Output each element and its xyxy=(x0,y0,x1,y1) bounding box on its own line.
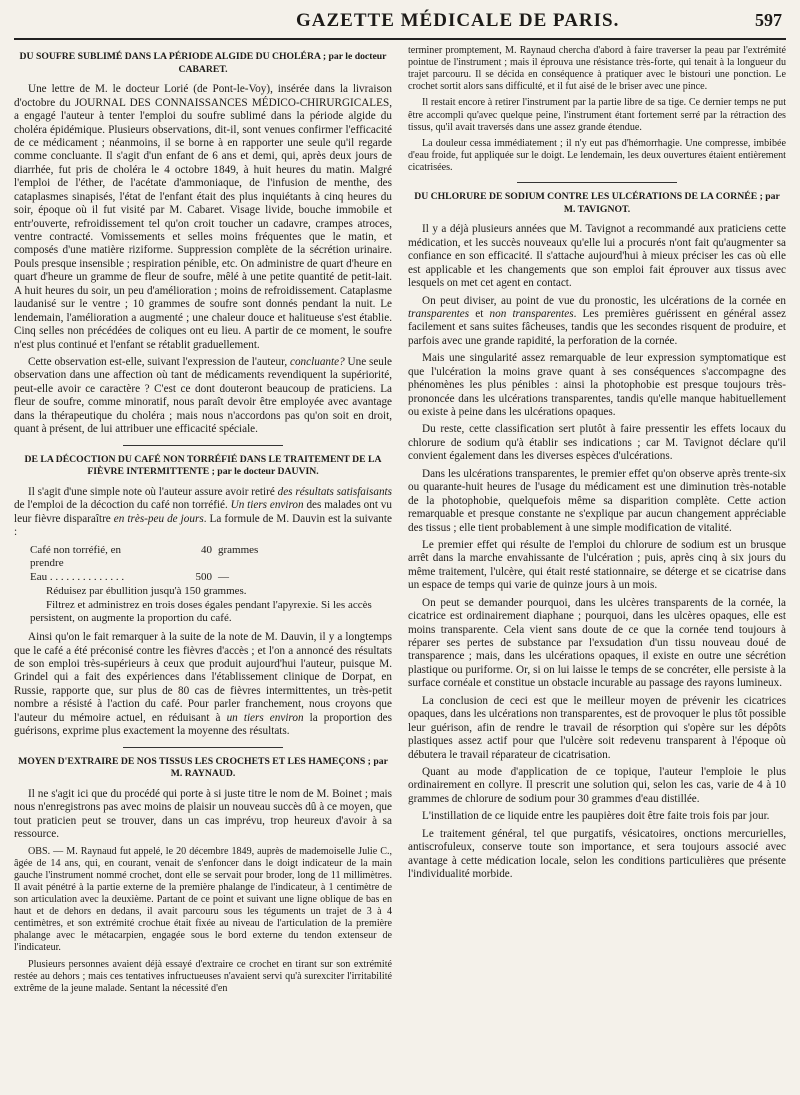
paragraph xyxy=(14,631,392,739)
formula-row xyxy=(30,544,392,572)
paragraph: Mais une singularité assez remarquable de leur expression symptomatique est que l'ulcération la moins grave quant à ses conséquences s'accompagne des phénomènes les plus pénibles : ainsi la photophobie est presque toujours très-prononcée dans les ulcérations transparentes, tandis qu'elle manque habituellement ou existe à peine dans les ulcérations opaques. xyxy=(408,352,786,418)
text-run: de l'emploi de la décoction du café non torréfié. xyxy=(14,499,231,512)
observation-paragraph: La douleur cessa immédiatement ; il n'y eut pas d'hémorrhagie. Une compresse, imbibée d'eau froide, fut appliquée sur le doigt. Le lendemain, les deux ouvertures étaient entièrement cicatrisées. xyxy=(408,137,786,173)
text-run: On peut diviser, au point de vue du pronostic, les ulcérations de la cornée en xyxy=(422,294,786,307)
paragraph: On peut se demander pourquoi, dans les ulcères transparents de la cornée, la cicatrice est ordinairement diaphane ; pourquoi, dans les ulcères opaques, elle est moins transparente. Cela vient sans doute de ce que la cornée tend toujours à réparer ses pertes de substance par l'exsudation d'un tissu nouveau doué de transparence ; mais, dans les ulcérations opaques, il existe en outre une sécrétion plastique ou puriforme. Or, si on lui laisse le temps de se concréter, elle persiste à la surface cornéale et constitue un obstacle incurable au passage des rayons lumineux. xyxy=(408,596,786,690)
paragraph: La conclusion de ceci est que le meilleur moyen de prévenir les cicatrices opaques, dans les ulcérations non transparentes, est de provoquer le plus tôt possible leur guérison, afin de rendre le travail de résorption qui s'opère sur les dépôts plastiques assez actif pour que l'ulcère soit redevenu transparent à l'époque où débutera le travail réparateur de cicatrisation. xyxy=(408,694,786,761)
text-run: . La formule de M. Dauvin est la suivante : xyxy=(14,512,392,539)
italic-text: transparentes xyxy=(408,307,470,320)
masthead xyxy=(14,10,786,40)
formula-row xyxy=(30,571,392,585)
paragraph: Le traitement général, tel que purgatifs, vésicatoires, onctions mercurielles, antiscrofuleux, conserve toute son importance, et sera toujours associé avec avantage à cette médication locale, selon les conditions particulières que présente l'individualité morbide. xyxy=(408,827,786,880)
article-heading-chlorure: DU CHLORURE DE SODIUM CONTRE LES ULCÉRATIONS DE LA CORNÉE ; par M. TAVIGNOT. xyxy=(414,191,780,215)
text-run: la proportion des guérisons, exprime plus exactement la moyenne des résultats. xyxy=(14,711,392,738)
text-run: Il s'agit d'une simple note où l'auteur assure avoir retiré xyxy=(28,485,278,498)
observation-paragraph: terminer promptement, M. Raynaud chercha d'abord à faire traverser la peau par l'extrémité pointue de l'instrument ; mais il éprouva une résistance très-forte, qui tenait à la longueur du trajet parcouru. Il se décida en conséquence à pratiquer avec le bistouri une ponction. Le crochet sortit alors sans difficulté, et il fut aisé de le briser avec une pince. xyxy=(408,45,786,93)
paragraph xyxy=(14,486,392,540)
paragraph: Quant au mode d'application de ce topique, l'auteur l'emploie le plus ordinairement en collyre. Il prescrit une solution qui, selon les cas, varie de 4 à 10 grammes de chlorure de sodium pour 30 grammes d'eau distillée. xyxy=(408,765,786,805)
paragraph: Une lettre de M. le docteur Lorié (de Pont-le-Voy), insérée dans la livraison d'octobre du JOURNAL DES CONNAISSANCES MÉDICO-CHIRURGICALES, a engagé l'auteur à tenter l'emploi du soufre sublimé dans la période algide du choléra épidémique. Plusieurs observations, dit-il, sont venues confirmer l'efficacité de ce médicament ; néanmoins, il se borne à en rapporter une seule qu'il regarde comme concluante. Il s'agit d'un enfant de 6 ans et demi, qui, après deux jours de diarrhée, fut pris de choléra le 4 octobre 1849, à huit heures du matin. Malgré l'emploi de l'éther, de l'acétate d'ammoniaque, de l'infusion de menthe, des cataplasmes sinapisés, l'état de l'enfant était des plus inquiétants à cinq heures du soir, époque où il fut visité par M. Cabaret. Visage livide, bouche immobile et entr'ouverte, refroidissement tel qu'on croit toucher un cadavre, crampes atroces, ventre contracté. Vomissements et selles moins fréquentes que le matin, et composés d'une matière riziforme. Suppression complète de la sécrétion urinaire. Pouls presque insensible ; respiration pénible, etc. On administre de quart d'heure en quart d'heure un gramme de fleur de soufre, mêlé à une petite quantité de petit-lait. A huit heures du soir, un peu d'amélioration ; moins de refroidissement. Cataplasme laudanisé sur le ventre ; 10 grammes de soufre sont donnés pendant la nuit. Le lendemain, l'amélioration a augmenté ; une chaleur douce et halitueuse s'est établie. Cinq selles non précédées de coliques ont eu lieu. A partir de ce moment, le soufre n'est plus continué et l'enfant se rétablit graduellement. xyxy=(14,83,392,351)
italic-text: non transparentes xyxy=(489,307,574,320)
article-heading-cafe: DE LA DÉCOCTION DU CAFÉ NON TORRÉFIÉ DANS LE TRAITEMENT DE LA FIÈVRE INTERMITTENTE ; par le docteur DAUVIN. xyxy=(24,453,382,478)
text-run: Une seule observation dans une affection où tant de médicaments revendiquent la supériorité, peut-elle avoir ce caractère ? C'est ce dont douteront beaucoup de praticiens. La fleur de soufre, comme minoratif, nous paraît devoir être employée avec avantage dans la thérapeutique du choléra ; mais nous n'accordons pas qu'on soit en droit, quant à présent, de lui attribuer une efficacité spéciale. xyxy=(14,355,392,436)
journal-title: GAZETTE MÉDICALE DE PARIS. xyxy=(296,10,620,31)
page-number: 597 xyxy=(755,10,782,30)
section-divider xyxy=(517,182,677,183)
article-heading-soufre: DU SOUFRE SUBLIMÉ DANS LA PÉRIODE ALGIDE DU CHOLÉRA ; par le docteur CABARET. xyxy=(19,51,387,75)
quantity: 40 xyxy=(201,543,212,556)
formula-note: Filtrez et administrez en trois doses égales pendant l'apyrexie. Si les accès persistent, on augmente la proportion du café. xyxy=(30,598,372,625)
paragraph: Dans les ulcérations transparentes, le premier effet qu'on observe après trente-six ou quarante-huit heures de l'usage du médicament est une diminution très-notable de la photophobie, quelquefois même sa disparition complète. Cette action remarquable et presque constante ne s'explique par aucun changement appréciable des tissus ; elle tient probablement à une simple modification de vitalité. xyxy=(408,467,786,534)
unit: — xyxy=(218,571,229,584)
text-run: Cette observation est-elle, suivant l'expression de l'auteur, xyxy=(28,355,290,368)
paragraph xyxy=(14,356,392,437)
left-column xyxy=(14,45,392,1095)
text-run: des malades ont vu leur fièvre disparaître xyxy=(14,499,392,525)
ingredient: Eau . . . . . . . . . . . . . . xyxy=(30,571,125,584)
paragraph xyxy=(408,295,786,349)
right-column xyxy=(408,45,786,1095)
paragraph: Il ne s'agit ici que du procédé qui porte à si juste titre le nom de M. Boinet ; mais nous n'enregistrons pas avec moins de plaisir un nouveau succès dû à ce moyen, que tout praticien peut se trouver, dans un cas imprévu, trop heureux d'avoir à sa ressource. xyxy=(14,787,392,841)
section-divider xyxy=(123,445,283,446)
ingredient: Café non torréfié, en prendre xyxy=(30,543,122,570)
observation-paragraph: Plusieurs personnes avaient déjà essayé d'extraire ce crochet en tirant sur son extrémité restée au dehors ; mais ces tentatives infructueuses n'avaient servi qu'à surexciter l'irritabilité extrême de la jeune malade. Sentant la nécessité d'en xyxy=(14,958,392,994)
unit: grammes xyxy=(218,543,259,556)
text-run: Ainsi qu'on le fait remarquer à la suite de la note de M. Dauvin, il y a longtemps que le café a été préconisé contre les fièvres d'accès ; et l'on a annoncé des résultats de son emploi très-supérieurs à ceux que produit aujourd'hui l'auteur, puisque M. Grindel qui a fait des expériences dans l'établissement clinique de Dorpat, en Russie, rapporte que, sur plus de 80 cas de fièvres intermittentes, un très-petit nombre a résisté à l'action du café. Pour parler franchement, nous croyons que l'auteur du mémoire actuel, en réduisant à xyxy=(14,631,392,724)
formula-block xyxy=(30,544,392,627)
observation-paragraph: OBS. — M. Raynaud fut appelé, le 20 décembre 1849, auprès de mademoiselle Julie C., âgée de 14 ans, qui, en courant, venait de s'enfoncer dans le doigt indicateur de la main gauche l'instrument nommé crochet, dont elle se servait pour broder, long de 11 millimètres. Il avait pénétré à la partie externe de la première phalange de l'indicateur, à 1 centimètre de son articulation avec la deuxième. Partant de ce point et suivant une ligne oblique de bas en haut et de dehors en dedans, il avait parcouru sous les téguments un trajet de 3 à 4 centimètres, et son extrémité crochue était fixée au niveau de l'articulation de la première phalange avec le métacarpien, engagée sous le bord externe du tendon extenseur de l'indicateur. xyxy=(14,845,392,954)
paragraph: Du reste, cette classification sert plutôt à faire pressentir les effets locaux du chlorure de sodium qu'à établir ses indications ; car M. Tavignot déclare qu'il convient également dans les diverses espèces d'ulcérations. xyxy=(408,423,786,463)
italic-text: en très-peu de jours xyxy=(113,512,204,525)
quantity: 500 xyxy=(195,571,212,584)
observation-paragraph: Il restait encore à retirer l'instrument par la partie libre de sa tige. Ce dernier temps ne put être accompli qu'avec quelque peine, l'instrument étant fortement serré par la rétraction des tissus, qu'il avait traversés dans une assez grande étendue. xyxy=(408,97,786,133)
section-divider xyxy=(123,747,283,748)
article-heading-crochets: MOYEN D'EXTRAIRE DE NOS TISSUS LES CROCHETS ET LES HAMEÇONS ; par M. RAYNAUD. xyxy=(18,755,388,780)
paragraph: Il y a déjà plusieurs années que M. Tavignot a recommandé aux praticiens cette médication, et les succès nouveaux qu'elle lui a procurés n'ont fait qu'augmenter sa confiance en son efficacité. Il s'attache aujourd'hui à mieux préciser les cas où elle est applicable et les changements que son emploi fait éprouver aux tissus avec lesquels on met cet agent en contact. xyxy=(408,223,786,290)
italic-text: concluante? xyxy=(290,355,345,368)
italic-text: des résultats satisfaisants xyxy=(277,485,392,498)
text-run: . Les premières guérissent en général assez facilement et sans suites fâcheuses, tandis que les secondes risquent de produire, et parfois avec une grande rapidité, la perforation de la cornée. xyxy=(408,307,786,347)
italic-text: un tiers environ xyxy=(226,711,304,724)
paragraph: Le premier effet qui résulte de l'emploi du chlorure de sodium est un brusque arrêt dans la marche envahissante de l'ulcération ; puis, après cinq à six jours du même traitement, l'ulcère, qui était resté stationnaire, se déterge et se cicatrise dans un espace de temps qui varie de quinze jours à un mois. xyxy=(408,538,786,592)
text-run: et xyxy=(469,307,490,320)
italic-text: Un tiers environ xyxy=(230,499,304,512)
formula-note: Réduisez par ébullition jusqu'à 150 grammes. xyxy=(46,584,247,597)
paragraph: L'instillation de ce liquide entre les paupières doit être faite trois fois par jour. xyxy=(422,810,770,823)
